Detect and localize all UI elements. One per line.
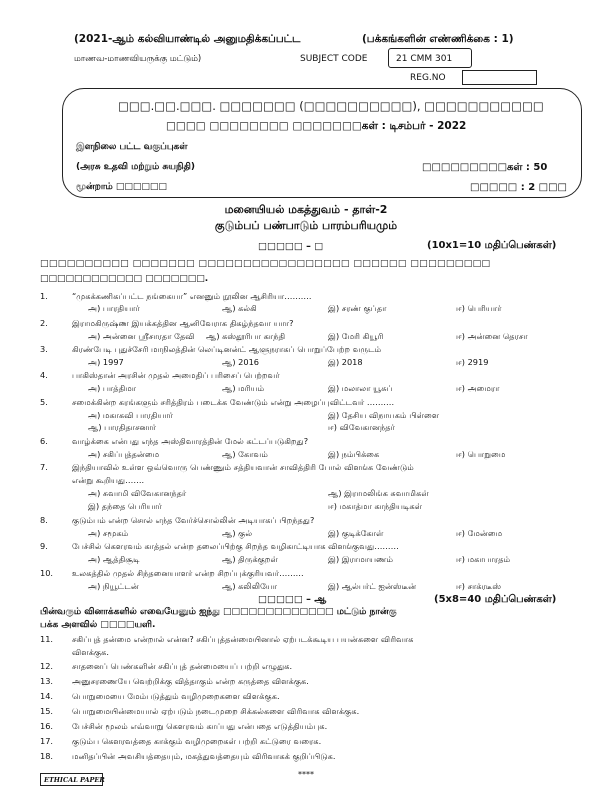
- question-text: சமைக்கின்ற கரங்களும் சரித்திரம் படைக்க வேண்டும் என்று அழைப்புவிட்டவர் ……….: [72, 397, 395, 407]
- students-only-note: மாணவ-மாணவியருக்கு மட்டும்): [74, 54, 202, 64]
- question-number: 2.: [40, 318, 48, 328]
- option-b: ஆ) 2016: [222, 357, 259, 367]
- section-a-instruction-2: □□□□□□□□□□□□ □□□□□□□.: [40, 274, 209, 284]
- exam-duration: □□□□□ : 2 □□□: [470, 182, 567, 193]
- option-b: ஆ) குல்: [222, 528, 253, 538]
- option-d: ஈ) பொறுமை: [456, 449, 506, 459]
- question-text: சகிப்புத் தன்மை என்றால் என்ன? சகிப்புத்தன்மையினால் ஏற்படக்கூடிய பயன்களை விரிவாக: [72, 634, 414, 644]
- question-number: 10.: [40, 568, 54, 578]
- admission-year-note: (2021-ஆம் கல்வியாண்டில் அனுமதிக்கப்பட்ட: [74, 33, 301, 45]
- question-text: குடும்பம் என்ற சொல் எந்த வேர்ச்சொல்லின் அடியாகப் பிறந்தது?: [72, 515, 315, 525]
- question-number: 8.: [40, 515, 48, 525]
- question-text: மனிதப்பின் அவசியத்தையும், மகத்துவத்தையும் விரிவாகக் குறிப்பிடுக.: [72, 751, 336, 761]
- question-text: குடும்ப கௌரவத்தை காக்கும் வழிமுறைகள் பற்றி கட்டுரை வரைக.: [72, 736, 322, 746]
- subject-code-value: 21 CMM 301: [396, 54, 453, 64]
- question-number: 18.: [40, 751, 54, 761]
- question-text: பேச்சில் கௌரவம் காத்தல் என்ற தலைப்பிற்கு சிறந்த வழிகாட்டியாக விளங்குவது………: [72, 541, 399, 551]
- option-d: ஈ) பெரியார்: [456, 303, 502, 313]
- question-number: 9.: [40, 541, 48, 551]
- question-text: உலகத்தில் முதல் சிந்தனையாளர் என்ற சிறப்புக்குரியவர்………: [72, 568, 304, 578]
- option-a: அ) ஆத்திசூடி: [88, 554, 140, 564]
- question-text-cont: என்று கூறியது…….: [72, 475, 145, 485]
- max-marks: □□□□□□□□□கள் : 50: [422, 162, 548, 173]
- option-a: அ) பாரதியார்: [88, 303, 140, 313]
- option-c: இ) சரண் குப்தா: [328, 303, 387, 313]
- option-d: ஈ) அமைரா: [456, 383, 500, 393]
- option-d: ஈ) விவேகானந்தர்: [328, 422, 395, 432]
- page-count-note: (பக்கங்களின் எண்ணிக்கை : 1): [362, 33, 514, 45]
- end-stars: ****: [298, 770, 314, 779]
- question-number: 4.: [40, 370, 48, 380]
- option-d: ஈ) அன்னை தெரசா: [456, 331, 528, 341]
- option-b: ஆ) கல்கி: [222, 303, 257, 313]
- option-c: இ) தேசிய விநாயகம் பிள்ளை: [328, 410, 440, 420]
- aid-type: (அரசு உதவி மற்றும் சுயநிதி): [76, 162, 195, 172]
- section-b-marks: (5x8=40 மதிப்பெண்கள்): [434, 594, 557, 605]
- college-name: □□□.□□.□□□. □□□□□□□ (□□□□□□□□□□), □□□□□□□□□□□: [118, 99, 544, 113]
- option-a: அ) நியூட்டன்: [88, 581, 139, 591]
- section-a-marks: (10x1=10 மதிப்பெண்கள்): [427, 240, 557, 251]
- question-number: 5.: [40, 397, 48, 407]
- subject-code-label: SUBJECT CODE: [300, 54, 368, 64]
- question-number: 11.: [40, 634, 54, 644]
- section-b-heading: □□□□□ – ஆ: [258, 594, 327, 605]
- option-b: ஆ) மரியம்: [222, 383, 265, 393]
- regno-label: REG.NO: [410, 73, 446, 83]
- paper-title: மனையியல் மகத்துவம் - தாள்-2: [224, 203, 388, 216]
- option-d: ஈ) மேன்மை: [456, 528, 503, 538]
- option-c: இ) மலாலா யூசுப்: [328, 383, 393, 393]
- question-number: 3.: [40, 344, 48, 354]
- section-a-instruction: □□□□□□□□□□ □□□□□□□ □□□□□□□□□□□□□□□□□ □□□□□□ □□□□□□□□□: [40, 259, 491, 269]
- option-c: இ) இராமாயணம்: [328, 554, 394, 564]
- question-text: இந்தியாவில் உள்ள ஒவ்வொரு பெண்ணும் சத்தியவான் சாவித்திரி போல் விளங்க வேண்டும்: [72, 462, 414, 472]
- section-b-instruction: பின்வரும் வினாக்களில் எவையேனும் ஐந்து □□□□□□□□□□□□□ மட்டும் நான்கு: [40, 607, 397, 617]
- course-level: இளநிலை பட்ட வகுப்புகள்: [76, 142, 188, 152]
- option-a: அ) சமூகம்: [88, 528, 129, 538]
- option-b: ஆ) திருக்குறள்: [222, 554, 278, 564]
- option-b: ஆ) கோவம்: [222, 449, 268, 459]
- question-number: 15.: [40, 706, 54, 716]
- option-a: அ) மகாகவி பாரதியார்: [88, 410, 174, 420]
- option-d: ஈ) 2919: [456, 357, 489, 367]
- option-c: இ) தந்தை பெரியார்: [88, 501, 162, 511]
- question-text: கிரண்பேடி புதுச்சேரி மாநிலத்தின் லெப்டினன்ட் ஆளுநராகப் பொறுப்பேற்ற வருடம்: [72, 344, 382, 354]
- exam-session: □□□□ □□□□□□□□ □□□□□□□கள் : டிசம்பர் - 2022: [166, 120, 467, 132]
- option-a: அ) சுவாமி விவேகானந்தர்: [88, 488, 187, 498]
- regno-field[interactable]: [462, 70, 537, 85]
- option-d: ஈ) மகாபாரதம்: [456, 554, 511, 564]
- question-text: பொறுமையின்மையால் ஏற்படும் நடைமுறை சிக்கல்களை விரிவாக விளக்குக.: [72, 706, 360, 716]
- question-number: 6.: [40, 436, 48, 446]
- option-b: ஆ) கலிலியோ: [222, 581, 278, 591]
- option-c: இ) குடிக்கோள்: [328, 528, 384, 538]
- option-c: இ) 2018: [328, 357, 363, 367]
- question-number: 17.: [40, 736, 54, 746]
- question-text-cont: விளக்குக.: [72, 647, 110, 657]
- question-text: பாகிஸ்தான் அரசின் முதல் அமைதிப் பரிசைப் பெற்றவர்: [72, 370, 280, 380]
- section-a-heading: □□□□□ – □: [258, 241, 324, 252]
- ethical-paper-label: ETHICAL PAPER: [44, 776, 105, 784]
- option-d: ஈ) சாக்ரடீஸ்: [456, 581, 502, 591]
- question-text: பொறுமையை மேம்படுத்தும் வழிமுறைகளை விளக்குக.: [72, 691, 280, 701]
- option-c: இ) ஆல்பர்ட் ஐன்ஸ்டீன்: [328, 581, 417, 591]
- question-number: 7.: [40, 462, 48, 472]
- option-a: அ) சகிப்புத்தன்மை: [88, 449, 160, 459]
- question-text: அனுசரணையே வெற்றிக்கு வித்தாகும் என்ற கருத்தை விளக்குக.: [72, 676, 309, 686]
- year-of-study: மூன்றாம் □□□□□□: [76, 182, 167, 192]
- option-b: ஆ) இராமலிங்க சுவாமிகள்: [328, 488, 429, 498]
- paper-subtitle: குடும்பப் பண்பாடும் பாரம்பரியமும்: [214, 219, 398, 232]
- question-text: பேச்சின் மூலம் எவ்வாறு கௌரவம் காப்பது என்பதை எடுத்தியம்புக.: [72, 721, 328, 731]
- question-number: 12.: [40, 661, 54, 671]
- option-a: அ) பாத்திமா: [88, 383, 137, 393]
- option-c: இ) நம்பிக்கை: [328, 449, 380, 459]
- question-number: 16.: [40, 721, 54, 731]
- section-b-instruction-2: பக்க அளவில் □□□□யளி.: [40, 620, 156, 630]
- question-text: சாதனைப் பெண்களின் சகிப்புத் தன்மையைப் பற்றி எழுதுக.: [72, 661, 293, 671]
- option-b: ஆ) கஸ்தூரிபா காந்தி: [206, 331, 286, 341]
- option-a: அ) அன்னை ஸ்ரீசாரதா தேவி: [88, 331, 195, 341]
- option-d: ஈ) மகாத்மா காந்தியடிகள்: [328, 501, 423, 511]
- option-c: இ) மேரி கியூரி: [328, 331, 384, 341]
- question-number: 14.: [40, 691, 54, 701]
- question-number: 1.: [40, 291, 48, 301]
- option-a: அ) 1997: [88, 357, 124, 367]
- question-text: “முகக்கணிகப்பட்ட நங்கையா” எனனும் நூலின ஆசிரியா……….: [72, 291, 312, 301]
- question-text: வாழ்க்கை என்பது எந்த அஸ்திவாரத்தின் மேல் கட்டப்படுகிறது?: [72, 436, 309, 446]
- question-number: 13.: [40, 676, 54, 686]
- option-b: ஆ) பாரதிதாசனார்: [88, 422, 157, 432]
- question-text: இராமகிருஷ்ண இயக்கத்தின ஆனிவேராக திகழ்ந்தவா யாா?: [72, 318, 294, 328]
